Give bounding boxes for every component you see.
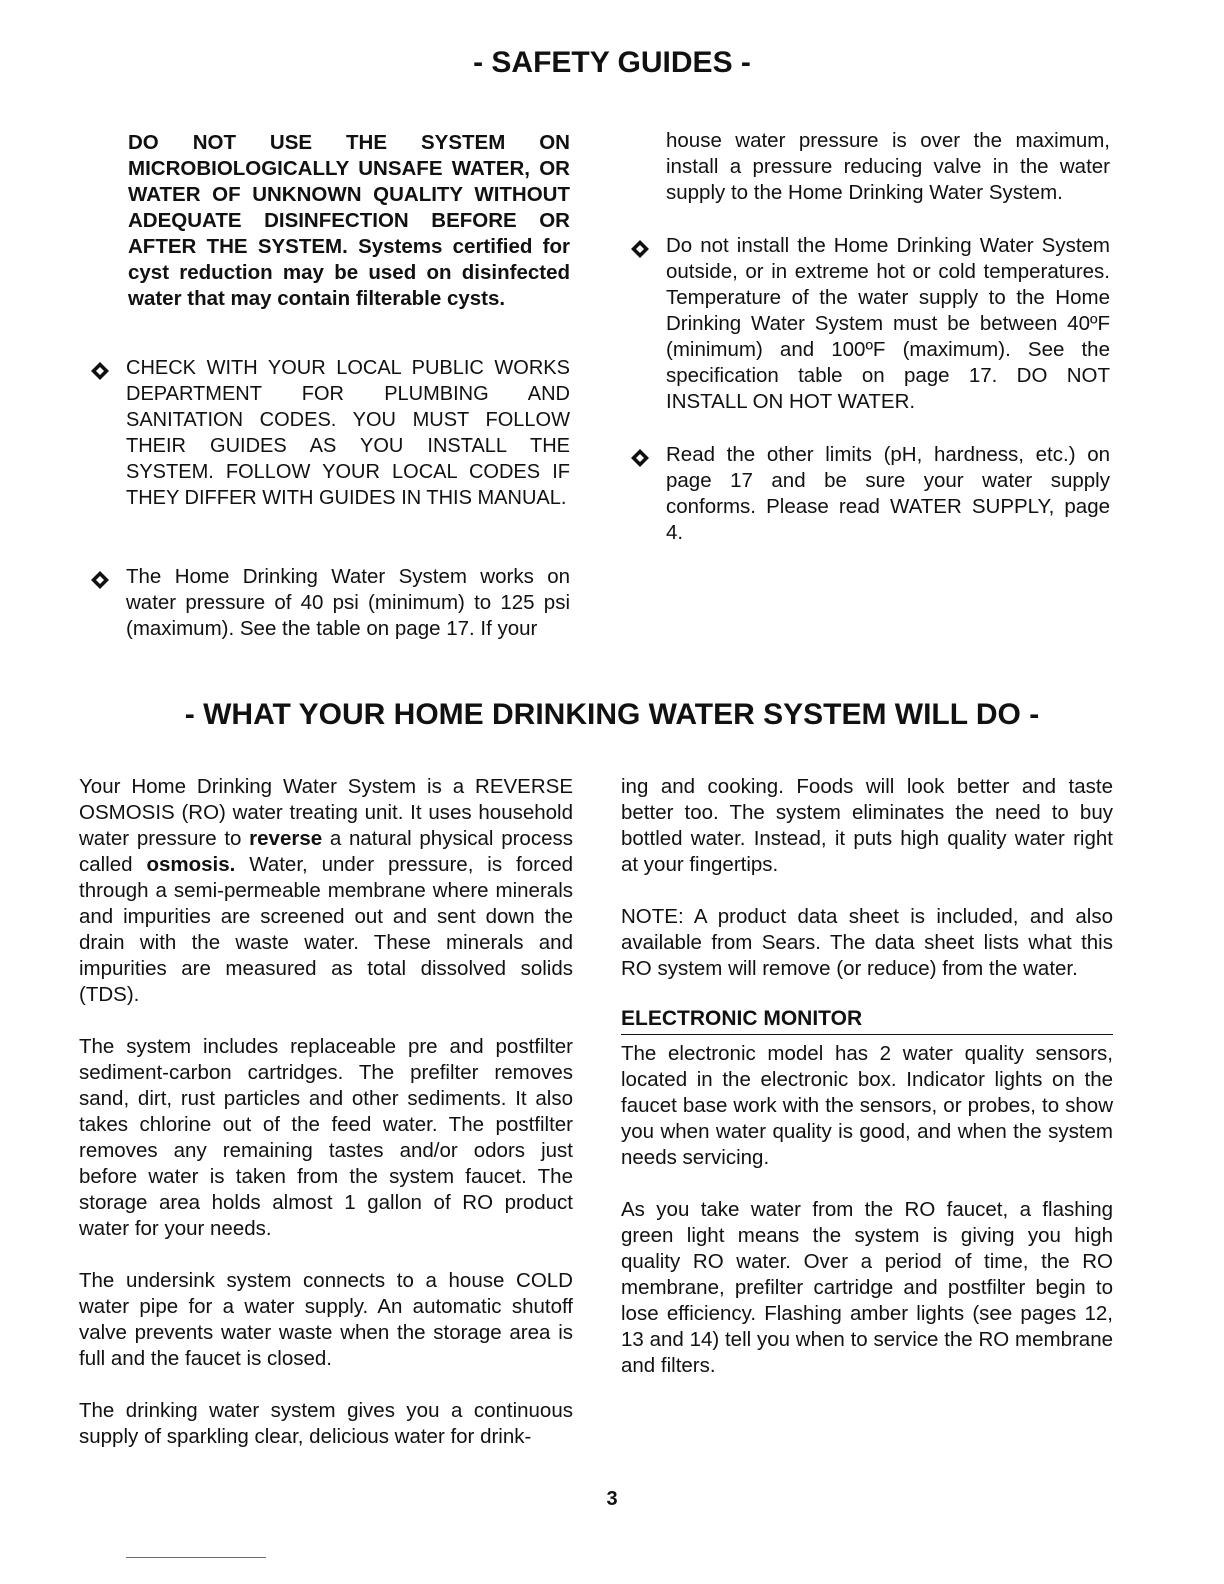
safety-limits-item: [630, 442, 1110, 546]
continuous-supply-paragraph: The drinking water system gives you a continuous supply of sparkling clear, delicious water for drink-: [79, 1399, 573, 1448]
safety-guides-title: - SAFETY GUIDES -: [473, 46, 751, 79]
diamond-bullet-icon: [90, 361, 110, 381]
bullet-item-pressure: [90, 564, 570, 642]
pressure-continued-text: house water pressure is over the maximum, install a pressure reducing valve in the water supply to the Home Drinking Water System.: [666, 129, 1110, 204]
intro-bold-osmosis: osmosis.: [146, 853, 236, 876]
safety-codes-item: [90, 355, 570, 511]
bullet-item-limits: [630, 442, 1110, 546]
bullet-limits-text: Read the other limits (pH, hardness, etc.) on page 17 and be sure your water supply conforms. Please read WATER SUPPLY, page 4.: [666, 443, 1110, 544]
bullet-item-codes: [90, 355, 570, 511]
what-left-column: [79, 774, 573, 1450]
what-right-column: [621, 774, 1113, 1379]
diamond-bullet-icon: [90, 570, 110, 590]
bullet-pressure-text: The Home Drinking Water System works on water pressure of 40 psi (minimum) to 125 psi (maximum). See the table on page 17. If your: [126, 565, 570, 640]
note-paragraph: NOTE: A product data sheet is included, and also available from Sears. The data sheet lists what this RO system will remove (or reduce) from the water.: [621, 905, 1113, 980]
electronic-monitor-heading: ELECTRONIC MONITOR: [621, 1006, 1113, 1035]
diamond-bullet-icon: [630, 239, 650, 259]
undersink-paragraph: The undersink system connects to a house COLD water pipe for a water supply. An automatic shutoff valve prevents water waste when the storage area is full and the faucet is closed.: [79, 1269, 573, 1370]
bullet-codes-text: CHECK WITH YOUR LOCAL PUBLIC WORKS DEPARTMENT FOR PLUMBING AND SANITATION CODES. YOU MUST FOLLOW THEIR GUIDES AS YOU INSTALL THE SYSTEM. FOLLOW YOUR LOCAL CODES IF THEY DIFFER WITH GUIDES IN THIS MANUAL.: [126, 357, 570, 509]
diamond-bullet-icon: [630, 448, 650, 468]
what-it-will-do-title: - WHAT YOUR HOME DRINKING WATER SYSTEM WILL DO -: [184, 698, 1040, 731]
page-number: 3: [606, 1488, 618, 1510]
warning-bold-text: DO NOT USE THE SYSTEM ON MICROBIOLOGICALLY UNSAFE WATER, OR WATER OF UNKNOWN QUALITY WITHOUT ADEQUATE DISINFECTION BEFORE OR AFTER THE SYSTEM.: [128, 131, 570, 258]
footer-divider: [126, 1557, 266, 1558]
bullet-install-text: Do not install the Home Drinking Water System outside, or in extreme hot or cold temperatures. Temperature of the water supply to the Home Drinking Water System must be between 40ºF (minimum) and 100ºF (maximum). See the specification table on page 17. DO NOT INSTALL ON HOT WATER.: [666, 234, 1110, 413]
monitor-paragraph-2: As you take water from the RO faucet, a flashing green light means the system is giving you high quality RO water. Over a period of time, the RO membrane, prefilter cartridge and postfilter begin to lose efficiency. Flashing amber lights (see pages 12, 13 and 14) tell you when to service the RO membrane and filters.: [621, 1198, 1113, 1377]
safety-install-item: [630, 233, 1110, 415]
intro-text-c: Water, under pressure, is forced through a semi-permeable membrane where minerals and impurities are screened out and sent down the drain with the waste water. These minerals and impurities are measured as total dissolved solids (TDS).: [79, 853, 573, 1006]
continued-paragraph: ing and cooking. Foods will look better and taste better too. The system eliminates the need to buy bottled water. Instead, it puts high quality water right at your fingertips.: [621, 775, 1113, 876]
intro-text-b: a natural physical process called: [79, 827, 573, 876]
bullet-item-install: [630, 233, 1110, 415]
filters-paragraph: The system includes replaceable pre and postfilter sediment-carbon cartridges. The prefilter removes sand, dirt, rust particles and other sediments. It also takes chlorine out of the feed water. The postfilter removes any remaining tastes and/or odors just before water is taken from the system faucet. The storage area holds almost 1 gallon of RO product water for your needs.: [79, 1035, 573, 1240]
safety-pressure-item: [90, 564, 570, 642]
intro-paragraph: [79, 774, 573, 1008]
intro-text-a: Your Home Drinking Water System is a REVERSE OSMOSIS (RO) water treating unit. It uses household water pressure to: [79, 775, 573, 850]
intro-bold-reverse: reverse: [249, 827, 323, 850]
monitor-paragraph-1: The electronic model has 2 water quality sensors, located in the electronic box. Indicator lights on the faucet base work with the sensors, or probes, to show you when water quality is good, and when the system needs servicing.: [621, 1042, 1113, 1169]
safety-right-column: [666, 128, 1110, 206]
safety-warning: [128, 130, 570, 312]
warning-rest-text: Systems certified for cyst reduction may be used on disinfected water that may contain filterable cysts.: [128, 235, 570, 310]
safety-left-column: [128, 130, 570, 312]
